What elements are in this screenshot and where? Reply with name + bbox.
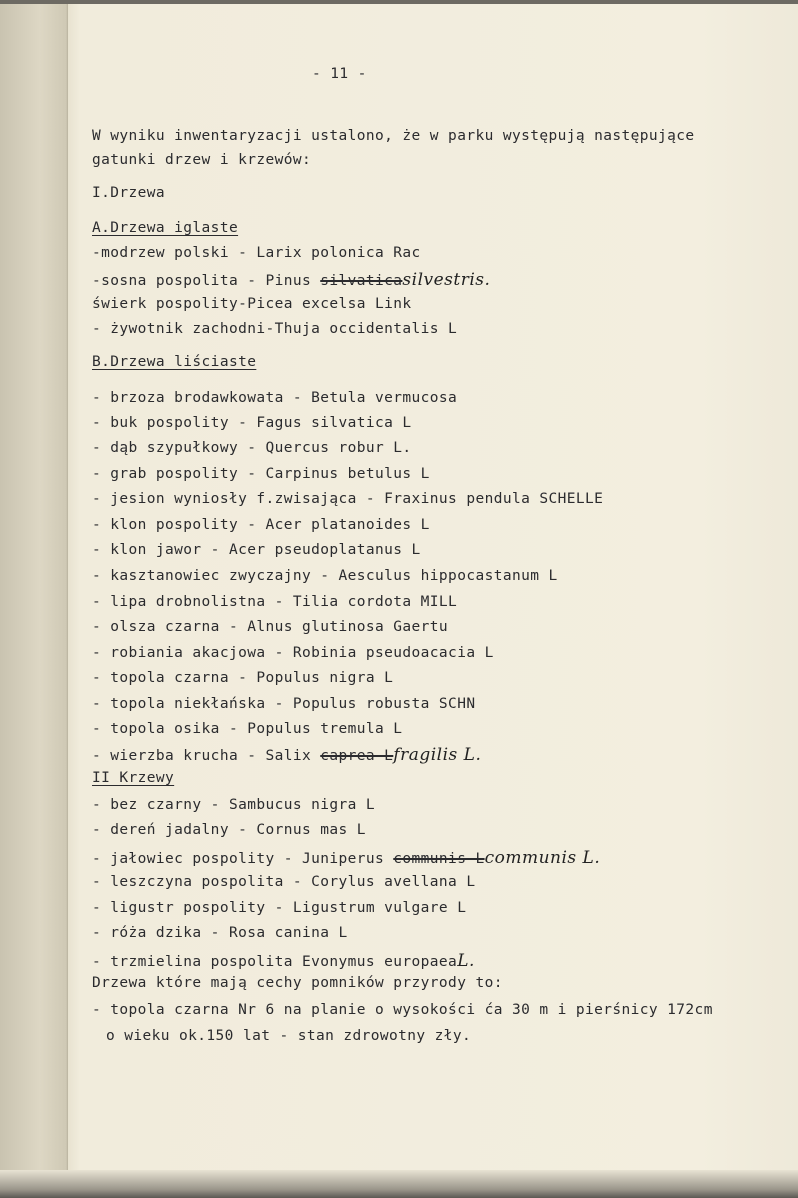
section-shrubs: II Krzewy xyxy=(92,770,175,786)
deciduous-item: - topola niekłańska - Populus robusta SCHN xyxy=(92,696,476,712)
section-trees: I.Drzewa xyxy=(92,185,166,201)
conifer-item: -sosna pospolita - Pinus silvaticasilvestris. xyxy=(92,270,491,290)
deciduous-item: - lipa drobnolistna - Tilia cordota MILL xyxy=(92,594,458,610)
subsection-deciduous: B.Drzewa liściaste xyxy=(92,354,257,370)
shrub-item: - ligustr pospolity - Ligustrum vulgare L xyxy=(92,900,467,916)
deciduous-item: - topola osika - Populus tremula L xyxy=(92,721,403,737)
deciduous-item: - klon pospolity - Acer platanoides L xyxy=(92,517,430,533)
deciduous-item: - dąb szypułkowy - Quercus robur L. xyxy=(92,440,412,456)
page-number: - 11 - xyxy=(312,66,367,82)
monuments-intro: Drzewa które mają cechy pomników przyrody to: xyxy=(92,975,503,991)
struck-text: caprea L xyxy=(320,748,394,764)
shrub-item: - bez czarny - Sambucus nigra L xyxy=(92,797,376,813)
deciduous-item: - kasztanowiec zwyczajny - Aesculus hippocastanum L xyxy=(92,568,558,584)
shrub-item: - jałowiec pospolity - Juniperus communis Lcommunis L. xyxy=(92,848,601,868)
conifer-item: -modrzew polski - Larix polonica Rac xyxy=(92,245,421,261)
subsection-conifers: A.Drzewa iglaste xyxy=(92,220,239,236)
deciduous-item: - olsza czarna - Alnus glutinosa Gaertu xyxy=(92,619,449,635)
handwritten-correction: L. xyxy=(457,951,475,971)
deciduous-item: - klon jawor - Acer pseudoplatanus L xyxy=(92,542,421,558)
deciduous-item: - wierzba krucha - Salix caprea Lfragilis L. xyxy=(92,745,482,765)
monument-item-continued: o wieku ok.150 lat - stan zdrowotny zły. xyxy=(106,1028,472,1044)
struck-text: silvatica xyxy=(320,273,403,289)
deciduous-item: - grab pospolity - Carpinus betulus L xyxy=(92,466,430,482)
struck-text: communis L xyxy=(393,851,485,867)
handwritten-correction: silvestris. xyxy=(402,270,491,290)
handwritten-correction: fragilis L. xyxy=(393,745,482,765)
conifer-item: świerk pospolity-Picea excelsa Link xyxy=(92,296,412,312)
deciduous-item: - brzoza brodawkowata - Betula vermucosa xyxy=(92,390,458,406)
shrub-item: - dereń jadalny - Cornus mas L xyxy=(92,822,366,838)
intro-line-2: gatunki drzew i krzewów: xyxy=(92,152,312,168)
intro-line-1: W wyniku inwentaryzacji ustalono, że w parku występują następujące xyxy=(92,128,695,144)
deciduous-item: - robiania akacjowa - Robinia pseudoacacia L xyxy=(92,645,494,661)
shrub-item: - leszczyna pospolita - Corylus avellana L xyxy=(92,874,476,890)
handwritten-correction: communis L. xyxy=(484,848,601,868)
deciduous-item: - jesion wyniosły f.zwisająca - Fraxinus pendula SCHELLE xyxy=(92,491,604,507)
shrub-item: - trzmielina pospolita Evonymus europaeaL. xyxy=(92,951,475,971)
deciduous-item: - topola czarna - Populus nigra L xyxy=(92,670,394,686)
shrub-item: - róża dzika - Rosa canina L xyxy=(92,925,348,941)
deciduous-item: - buk pospolity - Fagus silvatica L xyxy=(92,415,412,431)
monument-item: - topola czarna Nr 6 na planie o wysokości ća 30 m i pierśnicy 172cm xyxy=(92,1002,713,1018)
conifer-item: - żywotnik zachodni-Thuja occidentalis L xyxy=(92,321,458,337)
